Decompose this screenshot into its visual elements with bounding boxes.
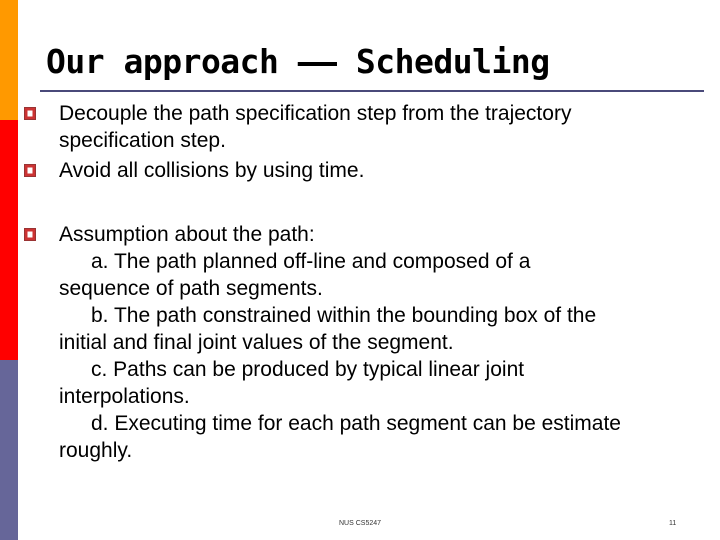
title-underline [40, 90, 704, 92]
bullet-line: Assumption about the path: [59, 223, 315, 246]
square-bullet-icon [24, 228, 36, 241]
bullet-line: specification step. [59, 129, 226, 152]
sub-item-line: d. Executing time for each path segment can be estimate [91, 412, 621, 435]
bullet-line: Avoid all collisions by using time. [59, 159, 365, 182]
sub-item-line: initial and final joint values of the segment. [59, 331, 454, 354]
sub-item-line: a. The path planned off-line and composed of a [91, 250, 531, 273]
square-bullet-icon [24, 164, 36, 177]
sub-item-line: b. The path constrained within the bounding box of the [91, 304, 597, 327]
sub-item-line: c. Paths can be produced by typical linear joint [91, 358, 525, 381]
bullet-text-1 [59, 100, 709, 154]
bullet-text-2 [59, 157, 709, 184]
bullet-line: Decouple the path specification step from the trajectory [59, 102, 572, 125]
side-bar-red [0, 120, 18, 360]
bullet-text-3 [59, 221, 709, 464]
square-bullet-icon [24, 107, 36, 120]
footer-course-code: NUS CS5247 [339, 520, 382, 527]
side-bar-purple [0, 360, 18, 540]
sub-item-line: sequence of path segments. [59, 277, 323, 300]
slide-title: Our approach —— Scheduling [46, 42, 550, 81]
sub-item-line: interpolations. [59, 385, 190, 408]
sub-item-line: roughly. [59, 439, 133, 462]
side-bar-orange [0, 0, 18, 120]
footer-page-number: 11 [669, 520, 677, 527]
